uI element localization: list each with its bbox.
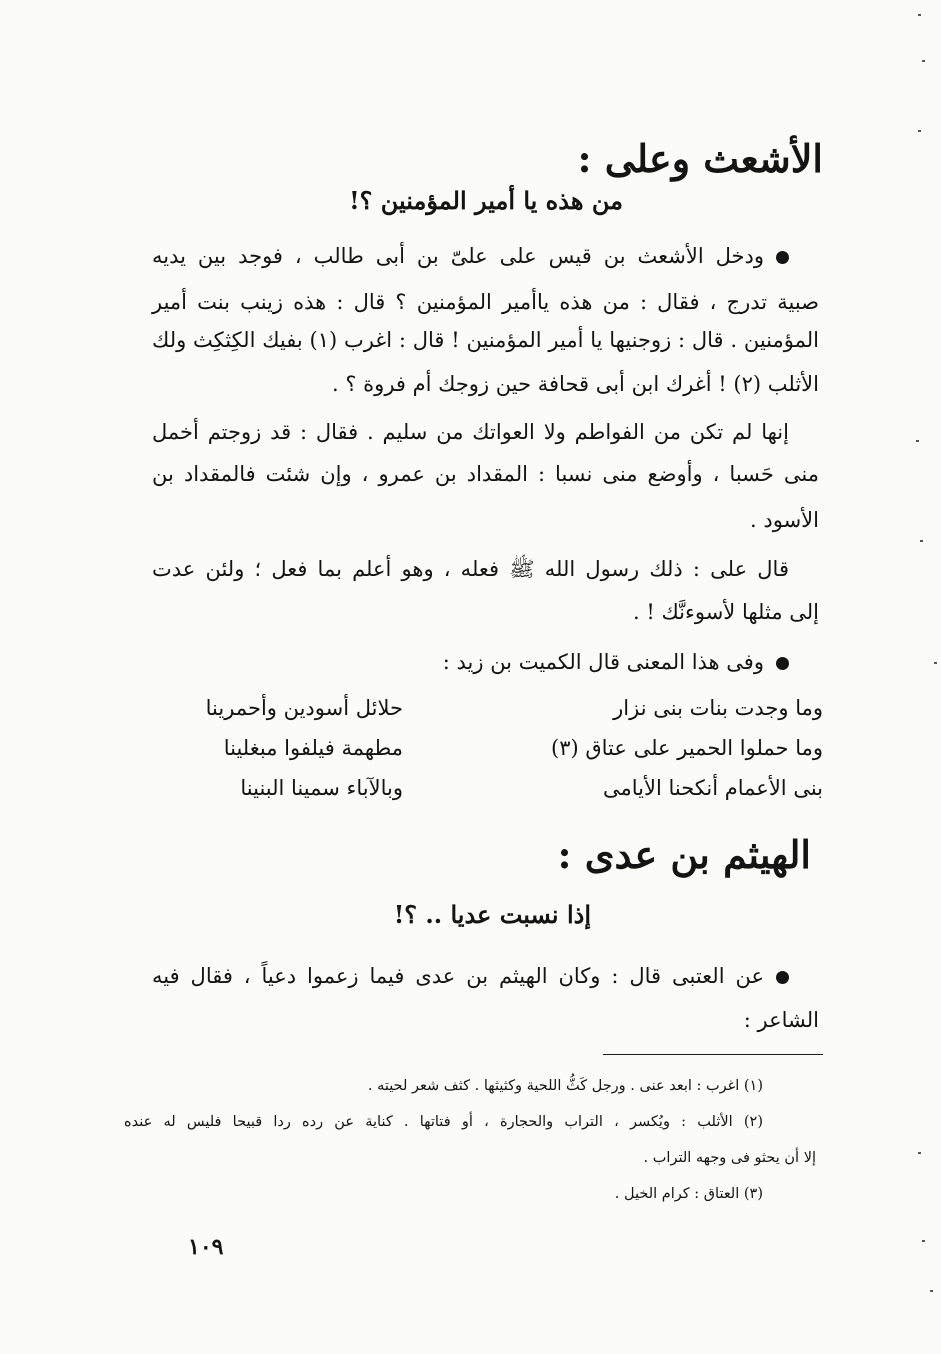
verse-second-hemistich: وبالآباء سمينا البنينا bbox=[240, 776, 403, 800]
paragraph-line: منى حَسبا ، وأوضع منى نسبا : المقداد بن عمرو ، وإن شئت فالمقداد بن bbox=[152, 462, 819, 486]
paragraph-line: إنها لم تكن من الفواطم ولا العواتك من سليم . فقال : قد زوجتم أخمل bbox=[152, 420, 789, 444]
footnote: (٣) العتاق : كرام الخيل . bbox=[614, 1186, 763, 1202]
scan-speck bbox=[922, 60, 925, 62]
scan-speck bbox=[918, 130, 921, 132]
bullet-icon bbox=[776, 971, 789, 984]
scan-speck bbox=[920, 540, 923, 542]
paragraph-line: الأسود . bbox=[750, 508, 819, 532]
footnote: (١) اغرب : ابعد عنى . ورجل كَثُّ اللحية وكثيثها . كثف شعر لحيته . bbox=[367, 1078, 763, 1094]
verse-row bbox=[152, 776, 823, 810]
scan-speck bbox=[922, 1240, 925, 1242]
paragraph-line: وفى هذا المعنى قال الكميت بن زيد : bbox=[443, 650, 789, 674]
footnote: (٢) الأثلب : ويُكسر ، التراب والحجارة ، أو فتاتها . كناية عن رده ردا قبيحا فليس له عنده bbox=[124, 1114, 763, 1130]
paragraph-line: صبية تدرج ، فقال : من هذه ياأمير المؤمنين ؟ قال : هذه زينب بنت أمير bbox=[152, 290, 819, 314]
paragraph-line: الأثلب (٢) ! أغرك ابن أبى قحافة حين زوجك أم فروة ؟ . bbox=[332, 372, 819, 396]
scan-speck bbox=[930, 1290, 933, 1292]
verse-row bbox=[152, 736, 823, 770]
verse-first-hemistich: وما وجدت بنات بنى نزار bbox=[613, 696, 823, 720]
footnote-divider bbox=[603, 1054, 823, 1055]
page-number: ١٠٩ bbox=[188, 1234, 224, 1260]
verse-second-hemistich: حلائل أسودين وأحمرينا bbox=[205, 696, 403, 720]
bullet-icon bbox=[776, 657, 789, 670]
paragraph-line: المؤمنين . قال : زوجنيها يا أمير المؤمنين ! قال : اغرب (١) بفيك الكِثكِث ولك bbox=[152, 328, 819, 352]
section-subtitle-haytham: إذا نسبت عديا .. ؟! bbox=[393, 900, 591, 929]
section-title-ashath-ali: الأشعث وعلى : bbox=[577, 136, 823, 181]
scan-speck bbox=[918, 1152, 921, 1154]
bullet-icon bbox=[776, 251, 789, 264]
verse-row bbox=[152, 696, 823, 730]
paragraph-line: قال على : ذلك رسول الله ﷺ فعله ، وهو أعلم بما فعل ؛ ولئن عدت bbox=[152, 557, 789, 581]
section-title-haytham: الهيثم بن عدى : bbox=[557, 832, 811, 877]
paragraph-line: عن العتبى قال : وكان الهيثم بن عدى فيما زعموا دعياً ، فقال فيه bbox=[152, 964, 789, 988]
paragraph-line: إلى مثلها لأسوءنَّك ! . bbox=[632, 600, 819, 624]
scan-speck bbox=[918, 14, 921, 16]
section-subtitle-ashath-ali: من هذه يا أمير المؤمنين ؟! bbox=[349, 186, 623, 215]
verse-first-hemistich: بنى الأعمام أنكحنا الأيامى bbox=[603, 776, 823, 800]
scan-speck bbox=[934, 662, 937, 664]
scan-speck bbox=[916, 440, 919, 442]
paragraph-line: الشاعر : bbox=[743, 1008, 819, 1032]
footnote-continuation: إلا أن يحثو فى وجهه التراب . bbox=[643, 1150, 816, 1166]
verse-second-hemistich: مطهمة فيلفوا مبغلينا bbox=[223, 736, 403, 760]
verse-first-hemistich: وما حملوا الحمير على عتاق (٣) bbox=[551, 736, 823, 760]
paragraph-line: ودخل الأشعث بن قيس على علىّ بن أبى طالب ، فوجد بين يديه bbox=[152, 244, 789, 268]
